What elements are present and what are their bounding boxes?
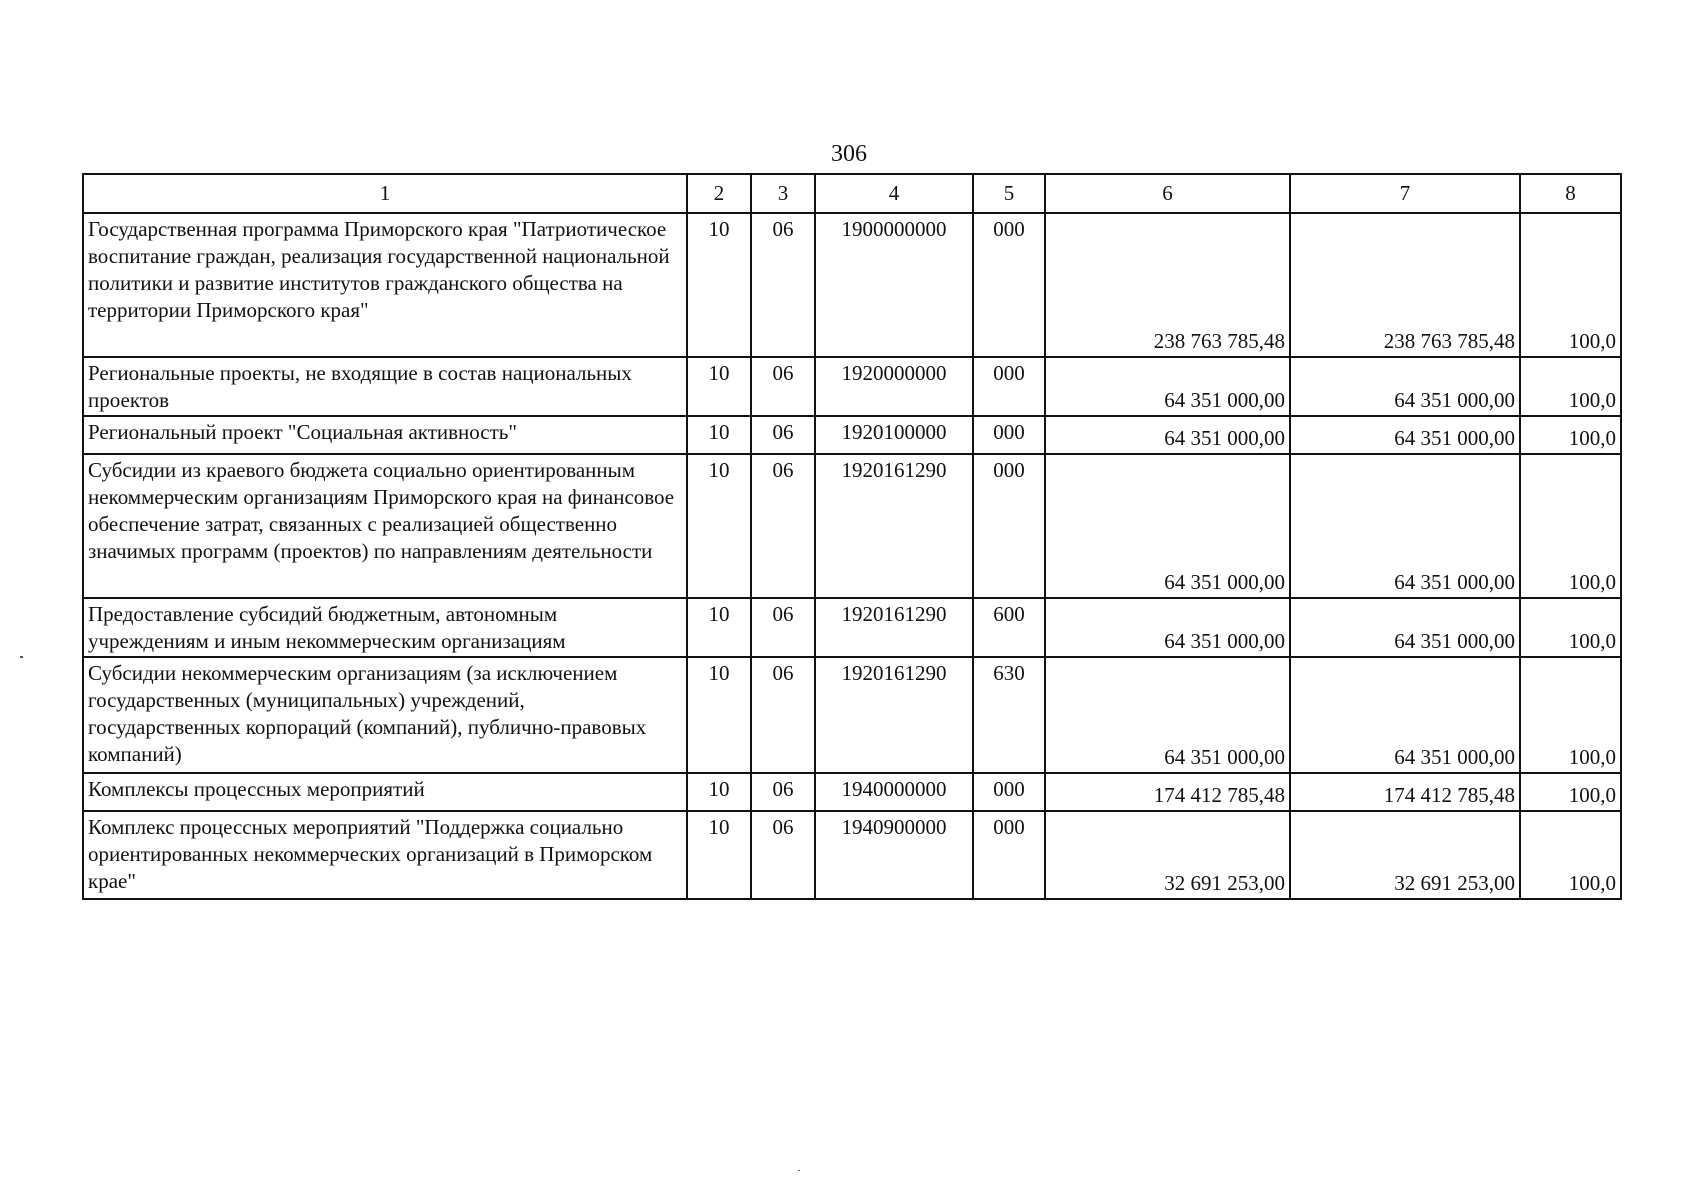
- row-name: Субсидии из краевого бюджета социально ориентированным некоммерческим организациям Приморского края на финансовое обеспечение затрат, связанных с реализацией общественно значимых программ (проектов) по направлениям деятельности: [83, 454, 687, 598]
- row-section: 10: [687, 454, 751, 598]
- row-planned-amount: 64 351 000,00: [1045, 416, 1290, 454]
- column-header: 1: [83, 174, 687, 213]
- table-header-row: [83, 174, 1621, 213]
- row-target-article: 1920161290: [815, 598, 973, 657]
- table-row: [83, 213, 1621, 357]
- row-percent: 100,0: [1520, 598, 1621, 657]
- row-planned-amount: 174 412 785,48: [1045, 773, 1290, 811]
- row-name: Субсидии некоммерческим организациям (за исключением государственных (муниципальных) учреждений, государственных корпораций (компаний), публично-правовых компаний): [83, 657, 687, 773]
- table-row: [83, 657, 1621, 773]
- table-row: [83, 454, 1621, 598]
- row-section: 10: [687, 773, 751, 811]
- row-planned-amount: 64 351 000,00: [1045, 357, 1290, 416]
- table-row: [83, 598, 1621, 657]
- row-expense-type: 000: [973, 416, 1045, 454]
- row-subsection: 06: [751, 213, 815, 357]
- row-percent: 100,0: [1520, 213, 1621, 357]
- row-name: Государственная программа Приморского края "Патриотическое воспитание граждан, реализация государственной национальной политики и развитие институтов гражданского общества на территории Приморского края": [83, 213, 687, 357]
- row-subsection: 06: [751, 357, 815, 416]
- row-section: 10: [687, 811, 751, 899]
- row-planned-amount: 64 351 000,00: [1045, 598, 1290, 657]
- row-target-article: 1900000000: [815, 213, 973, 357]
- row-actual-amount: 64 351 000,00: [1290, 657, 1520, 773]
- row-section: 10: [687, 657, 751, 773]
- row-planned-amount: 64 351 000,00: [1045, 657, 1290, 773]
- row-subsection: 06: [751, 454, 815, 598]
- row-target-article: 1940000000: [815, 773, 973, 811]
- row-expense-type: 000: [973, 811, 1045, 899]
- row-target-article: 1920161290: [815, 657, 973, 773]
- column-header: 7: [1290, 174, 1520, 213]
- page-number: 306: [831, 141, 867, 167]
- row-expense-type: 600: [973, 598, 1045, 657]
- row-section: 10: [687, 357, 751, 416]
- row-name: Региональный проект "Социальная активность": [83, 416, 687, 454]
- row-expense-type: 000: [973, 357, 1045, 416]
- row-percent: 100,0: [1520, 657, 1621, 773]
- table-row: [83, 811, 1621, 899]
- column-header: 5: [973, 174, 1045, 213]
- row-percent: 100,0: [1520, 357, 1621, 416]
- row-name: Комплексы процессных мероприятий: [83, 773, 687, 811]
- column-header: 2: [687, 174, 751, 213]
- table-row: [83, 416, 1621, 454]
- row-name: Региональные проекты, не входящие в состав национальных проектов: [83, 357, 687, 416]
- row-actual-amount: 64 351 000,00: [1290, 357, 1520, 416]
- row-actual-amount: 64 351 000,00: [1290, 416, 1520, 454]
- row-actual-amount: 64 351 000,00: [1290, 454, 1520, 598]
- column-header: 6: [1045, 174, 1290, 213]
- row-target-article: 1920000000: [815, 357, 973, 416]
- row-planned-amount: 64 351 000,00: [1045, 454, 1290, 598]
- table-row: [83, 773, 1621, 811]
- row-percent: 100,0: [1520, 811, 1621, 899]
- row-subsection: 06: [751, 811, 815, 899]
- row-name: Комплекс процессных мероприятий "Поддержка социально ориентированных некоммерческих организаций в Приморском крае": [83, 811, 687, 899]
- row-section: 10: [687, 213, 751, 357]
- row-actual-amount: 32 691 253,00: [1290, 811, 1520, 899]
- scan-speck: [20, 656, 23, 658]
- row-planned-amount: 32 691 253,00: [1045, 811, 1290, 899]
- row-expense-type: 000: [973, 213, 1045, 357]
- row-percent: 100,0: [1520, 454, 1621, 598]
- budget-table: [82, 173, 1622, 900]
- scan-speck: [798, 1170, 800, 1171]
- row-actual-amount: 238 763 785,48: [1290, 213, 1520, 357]
- row-expense-type: 000: [973, 454, 1045, 598]
- row-subsection: 06: [751, 598, 815, 657]
- row-target-article: 1920161290: [815, 454, 973, 598]
- row-expense-type: 630: [973, 657, 1045, 773]
- row-name: Предоставление субсидий бюджетным, автономным учреждениям и иным некоммерческим организациям: [83, 598, 687, 657]
- row-section: 10: [687, 598, 751, 657]
- row-expense-type: 000: [973, 773, 1045, 811]
- row-subsection: 06: [751, 416, 815, 454]
- column-header: 3: [751, 174, 815, 213]
- row-percent: 100,0: [1520, 773, 1621, 811]
- column-header: 8: [1520, 174, 1621, 213]
- row-actual-amount: 174 412 785,48: [1290, 773, 1520, 811]
- row-percent: 100,0: [1520, 416, 1621, 454]
- table-row: [83, 357, 1621, 416]
- row-section: 10: [687, 416, 751, 454]
- row-subsection: 06: [751, 657, 815, 773]
- row-target-article: 1940900000: [815, 811, 973, 899]
- row-planned-amount: 238 763 785,48: [1045, 213, 1290, 357]
- row-actual-amount: 64 351 000,00: [1290, 598, 1520, 657]
- row-subsection: 06: [751, 773, 815, 811]
- row-target-article: 1920100000: [815, 416, 973, 454]
- column-header: 4: [815, 174, 973, 213]
